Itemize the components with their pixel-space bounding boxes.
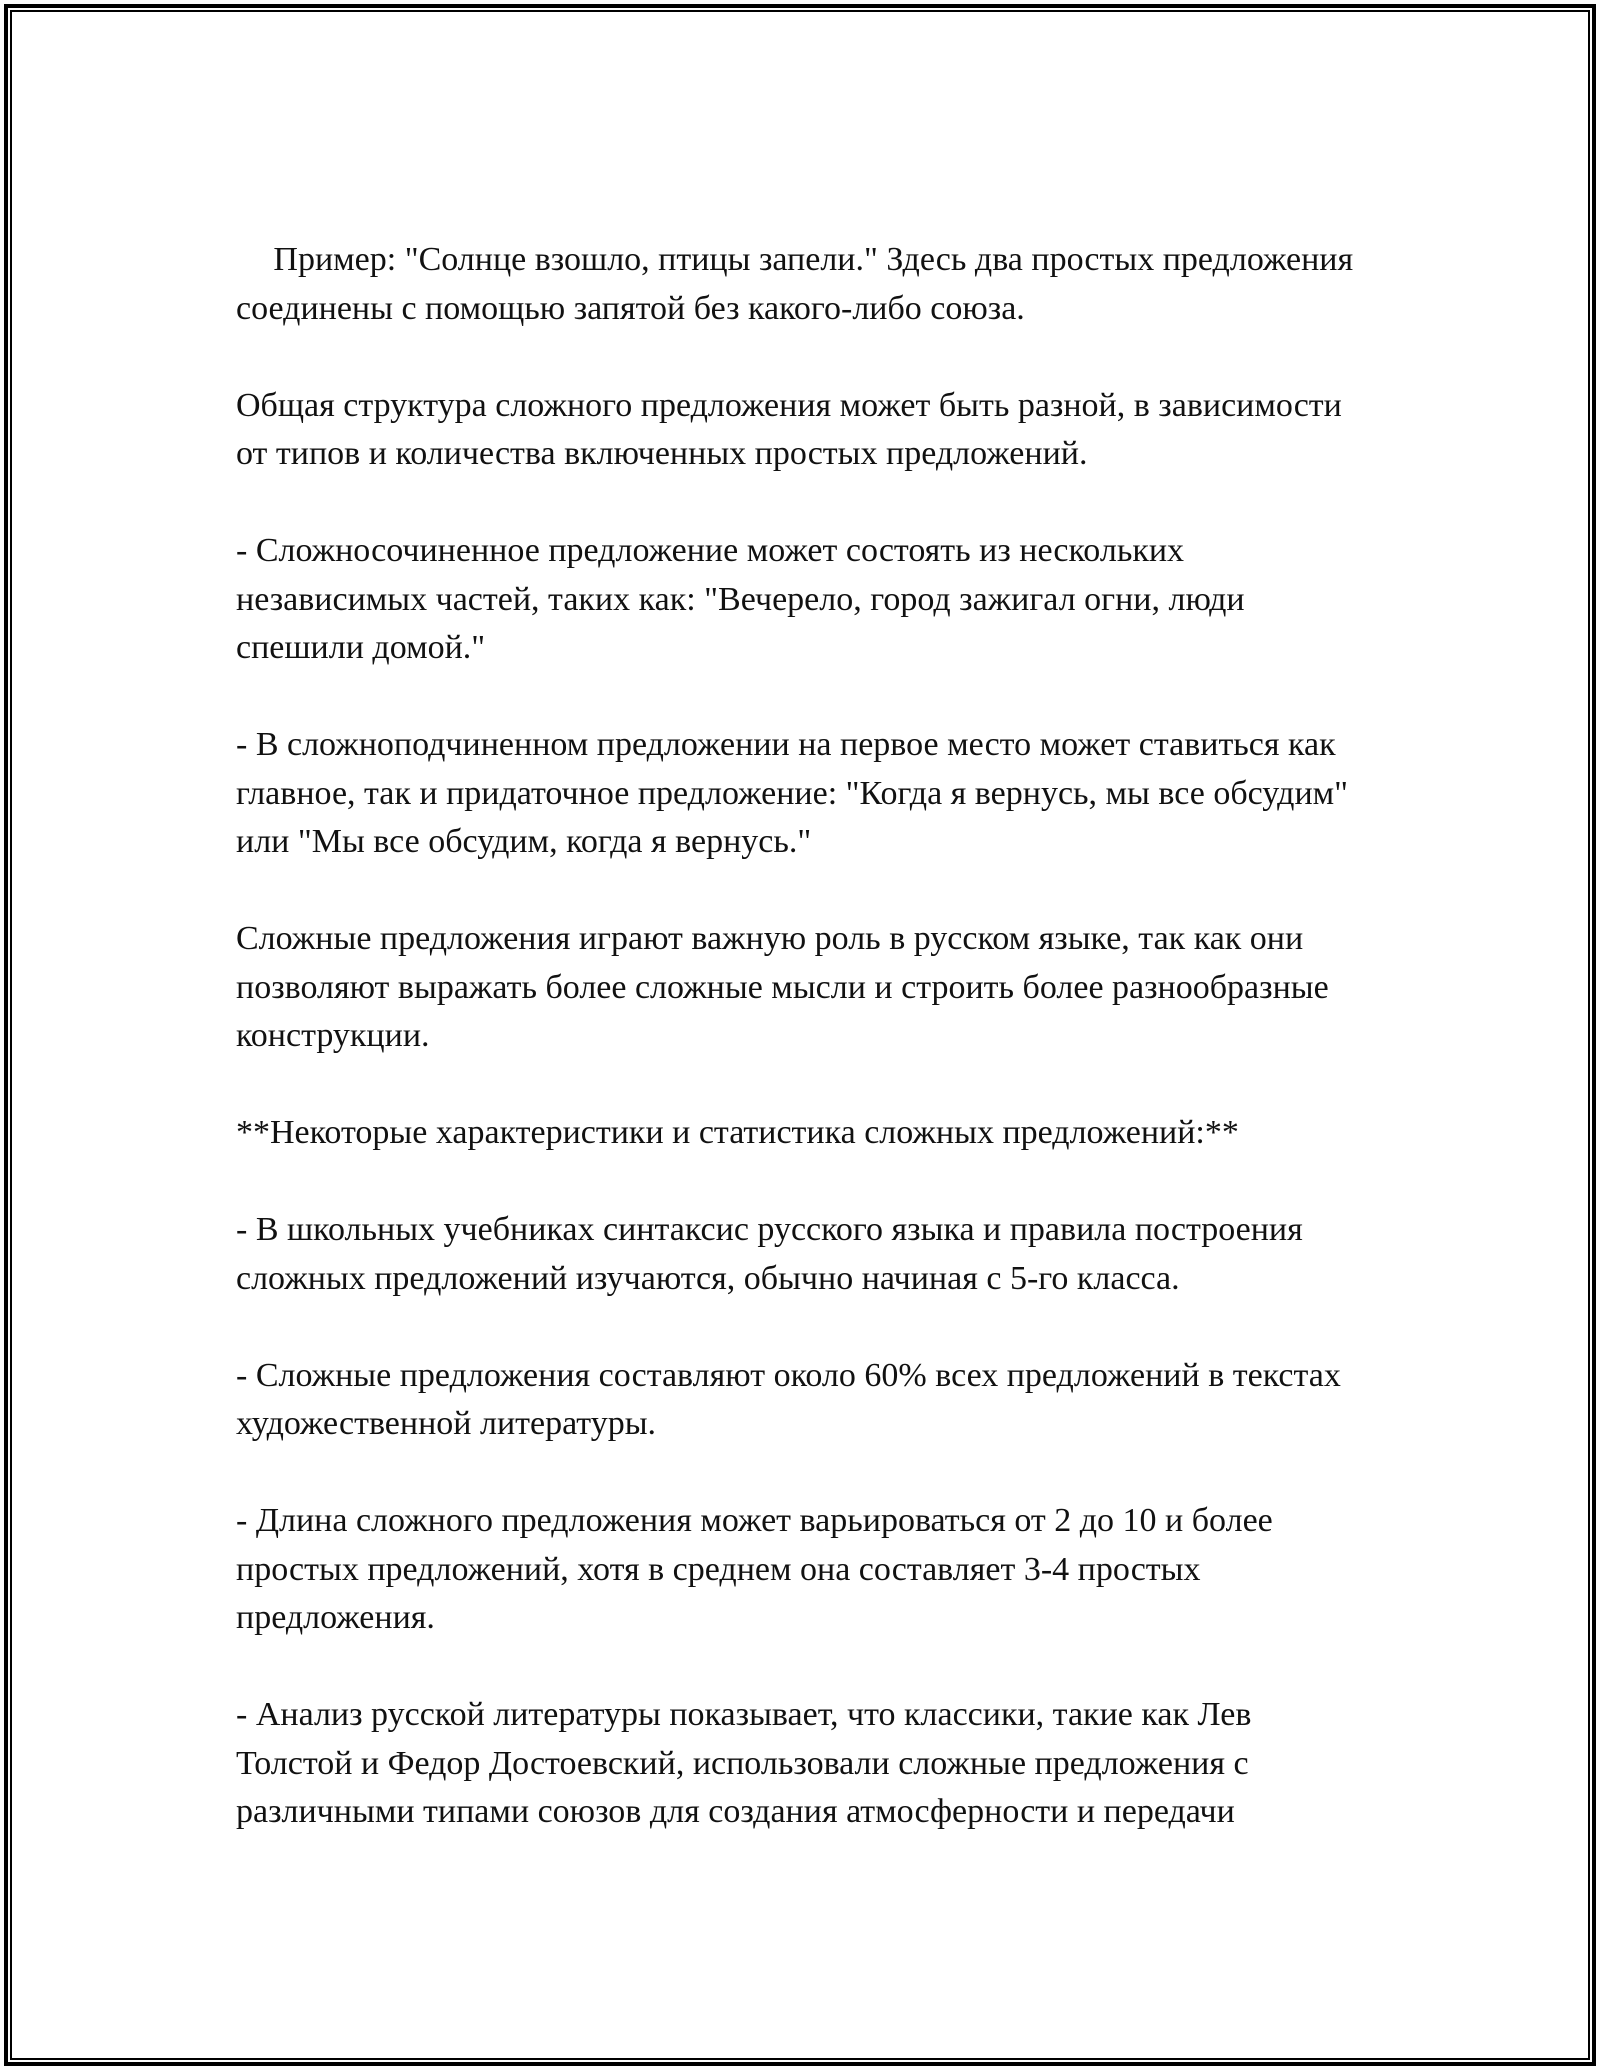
paragraph-percentage: - Сложные предложения составляют около 60% всех предложений в текстах художественной литературы. bbox=[236, 1356, 1341, 1442]
paragraph-compound-sentence: - Сложносочиненное предложение может состоять из нескольких независимых частей, таких как: "Вечерело, город зажигал огни, люди спешили домой." bbox=[236, 532, 1245, 666]
paragraph-literature-analysis: - Анализ русской литературы показывает, что классики, такие как Лев Толстой и Федор Достоевский, использовали сложные предложения с различными типами союзов для создания атмосферности и передачи bbox=[236, 1696, 1252, 1830]
document-body bbox=[236, 236, 1376, 1885]
paragraph-example: Пример: "Солнце взошло, птицы запели." Здесь два простых предложения соединены с помощью запятой без какого-либо союза. bbox=[236, 241, 1354, 327]
paragraph-length: - Длина сложного предложения может варьироваться от 2 до 10 и более простых предложений, хотя в среднем она составляет 3-4 простых предложения. bbox=[236, 1502, 1273, 1636]
paragraph-statistics-heading: **Некоторые характеристики и статистика сложных предложений:** bbox=[236, 1114, 1239, 1151]
paragraph-school-textbooks: - В школьных учебниках синтаксис русского языка и правила построения сложных предложений изучаются, обычно начиная с 5-го класса. bbox=[236, 1211, 1303, 1297]
paragraph-importance: Сложные предложения играют важную роль в русском языке, так как они позволяют выражать более сложные мысли и строить более разнообразные конструкции. bbox=[236, 920, 1329, 1054]
paragraph-structure: Общая структура сложного предложения может быть разной, в зависимости от типов и количества включенных простых предложений. bbox=[236, 386, 1342, 472]
paragraph-complex-sentence: - В сложноподчиненном предложении на первое место может ставиться как главное, так и придаточное предложение: "Когда я вернусь, мы все обсудим" или "Мы все обсудим, когда я вернусь." bbox=[236, 726, 1349, 860]
